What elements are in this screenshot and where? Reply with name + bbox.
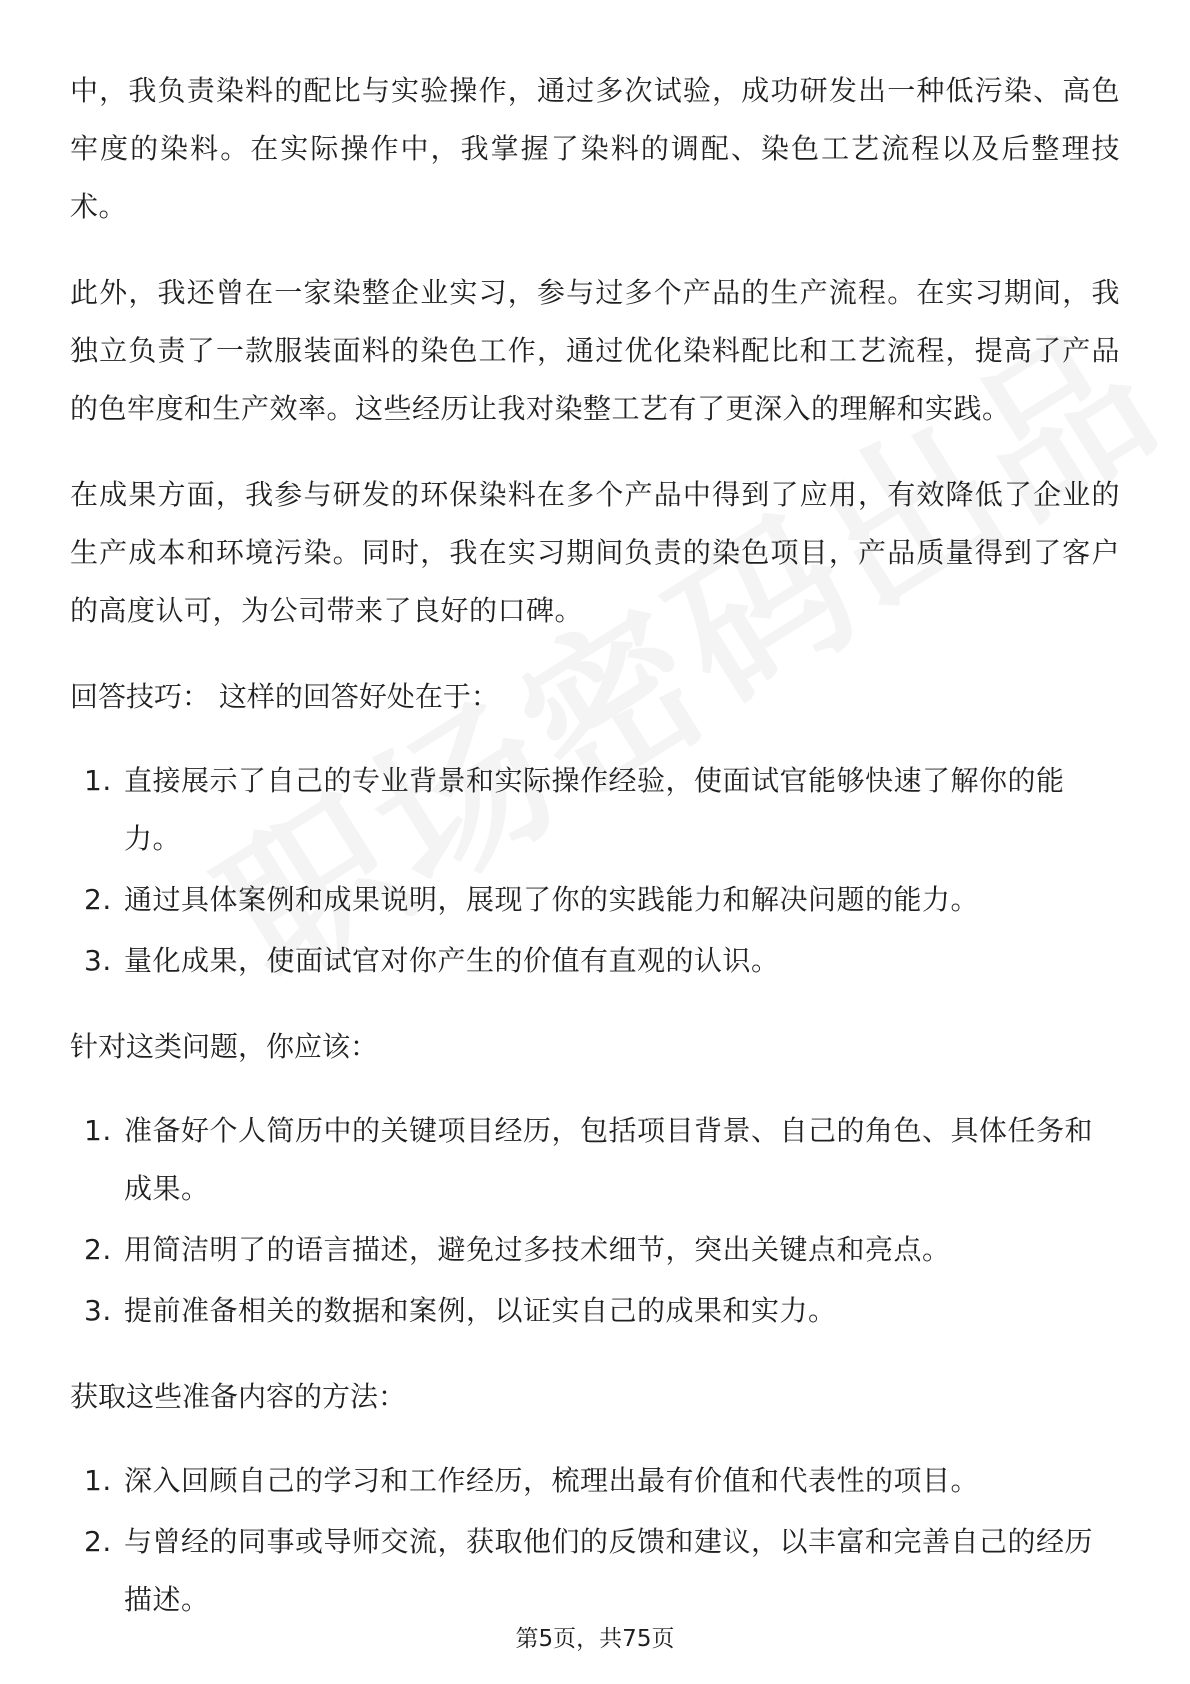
list-item-text: 与曾经的同事或导师交流，获取他们的反馈和建议，以丰富和完善自己的经历描述。 <box>124 1525 1094 1616</box>
list-number: 3. <box>84 1294 112 1327</box>
list-number: 1. <box>84 1114 112 1147</box>
paragraph-1: 中，我负责染料的配比与实验操作，通过多次试验，成功研发出一种低污染、高色牢度的染料。在实际操作中，我掌握了染料的调配、染色工艺流程以及后整理技术。 <box>70 74 1120 223</box>
list-item-text: 量化成果，使面试官对你产生的价值有直观的认识。 <box>124 944 780 977</box>
paragraph-3: 在成果方面，我参与研发的环保染料在多个产品中得到了应用，有效降低了企业的生产成本和环境污染。同时，我在实习期间负责的染色项目，产品质量得到了客户的高度认可，为公司带来了良好的口碑。 <box>70 478 1120 627</box>
section-heading-how-to-respond: 针对这类问题，你应该： <box>70 1030 379 1063</box>
list-number: 1. <box>84 764 112 797</box>
list-item <box>70 1513 1120 1629</box>
list-item <box>70 871 1120 929</box>
paragraph-2: 此外，我还曾在一家染整企业实习，参与过多个产品的生产流程。在实习期间，我独立负责了一款服装面料的染色工作，通过优化染料配比和工艺流程，提高了产品的色牢度和生产效率。这些经历让我对染整工艺有了更深入的理解和实践。 <box>70 276 1120 425</box>
list-item-text: 深入回顾自己的学习和工作经历，梳理出最有价值和代表性的项目。 <box>124 1464 980 1497</box>
list-number: 1. <box>84 1464 112 1497</box>
section-heading-answer-tips: 回答技巧： 这样的回答好处在于： <box>70 680 499 713</box>
list-item-text: 提前准备相关的数据和案例，以证实自己的成果和实力。 <box>124 1294 837 1327</box>
list-item-text: 准备好个人简历中的关键项目经历，包括项目背景、自己的角色、具体任务和成果。 <box>124 1114 1094 1205</box>
list-item <box>70 752 1120 868</box>
list-item <box>70 932 1120 990</box>
list-item <box>70 1282 1120 1340</box>
list-number: 3. <box>84 944 112 977</box>
list-number: 2. <box>84 1233 112 1266</box>
answer-tips-list <box>70 752 1120 990</box>
preparation-methods-list <box>70 1452 1120 1629</box>
list-number: 2. <box>84 883 112 916</box>
list-item-text: 通过具体案例和成果说明，展现了你的实践能力和解决问题的能力。 <box>124 883 980 916</box>
list-item-text: 直接展示了自己的专业背景和实际操作经验，使面试官能够快速了解你的能力。 <box>124 764 1065 855</box>
page-footer: 第5页，共75页 <box>515 1626 675 1652</box>
list-item <box>70 1221 1120 1279</box>
list-number: 2. <box>84 1525 112 1558</box>
list-item <box>70 1452 1120 1510</box>
list-item-text: 用简洁明了的语言描述，避免过多技术细节，突出关键点和亮点。 <box>124 1233 951 1266</box>
list-item <box>70 1102 1120 1218</box>
section-heading-preparation-methods: 获取这些准备内容的方法： <box>70 1380 407 1413</box>
document-page <box>70 62 1120 1657</box>
how-to-respond-list <box>70 1102 1120 1340</box>
